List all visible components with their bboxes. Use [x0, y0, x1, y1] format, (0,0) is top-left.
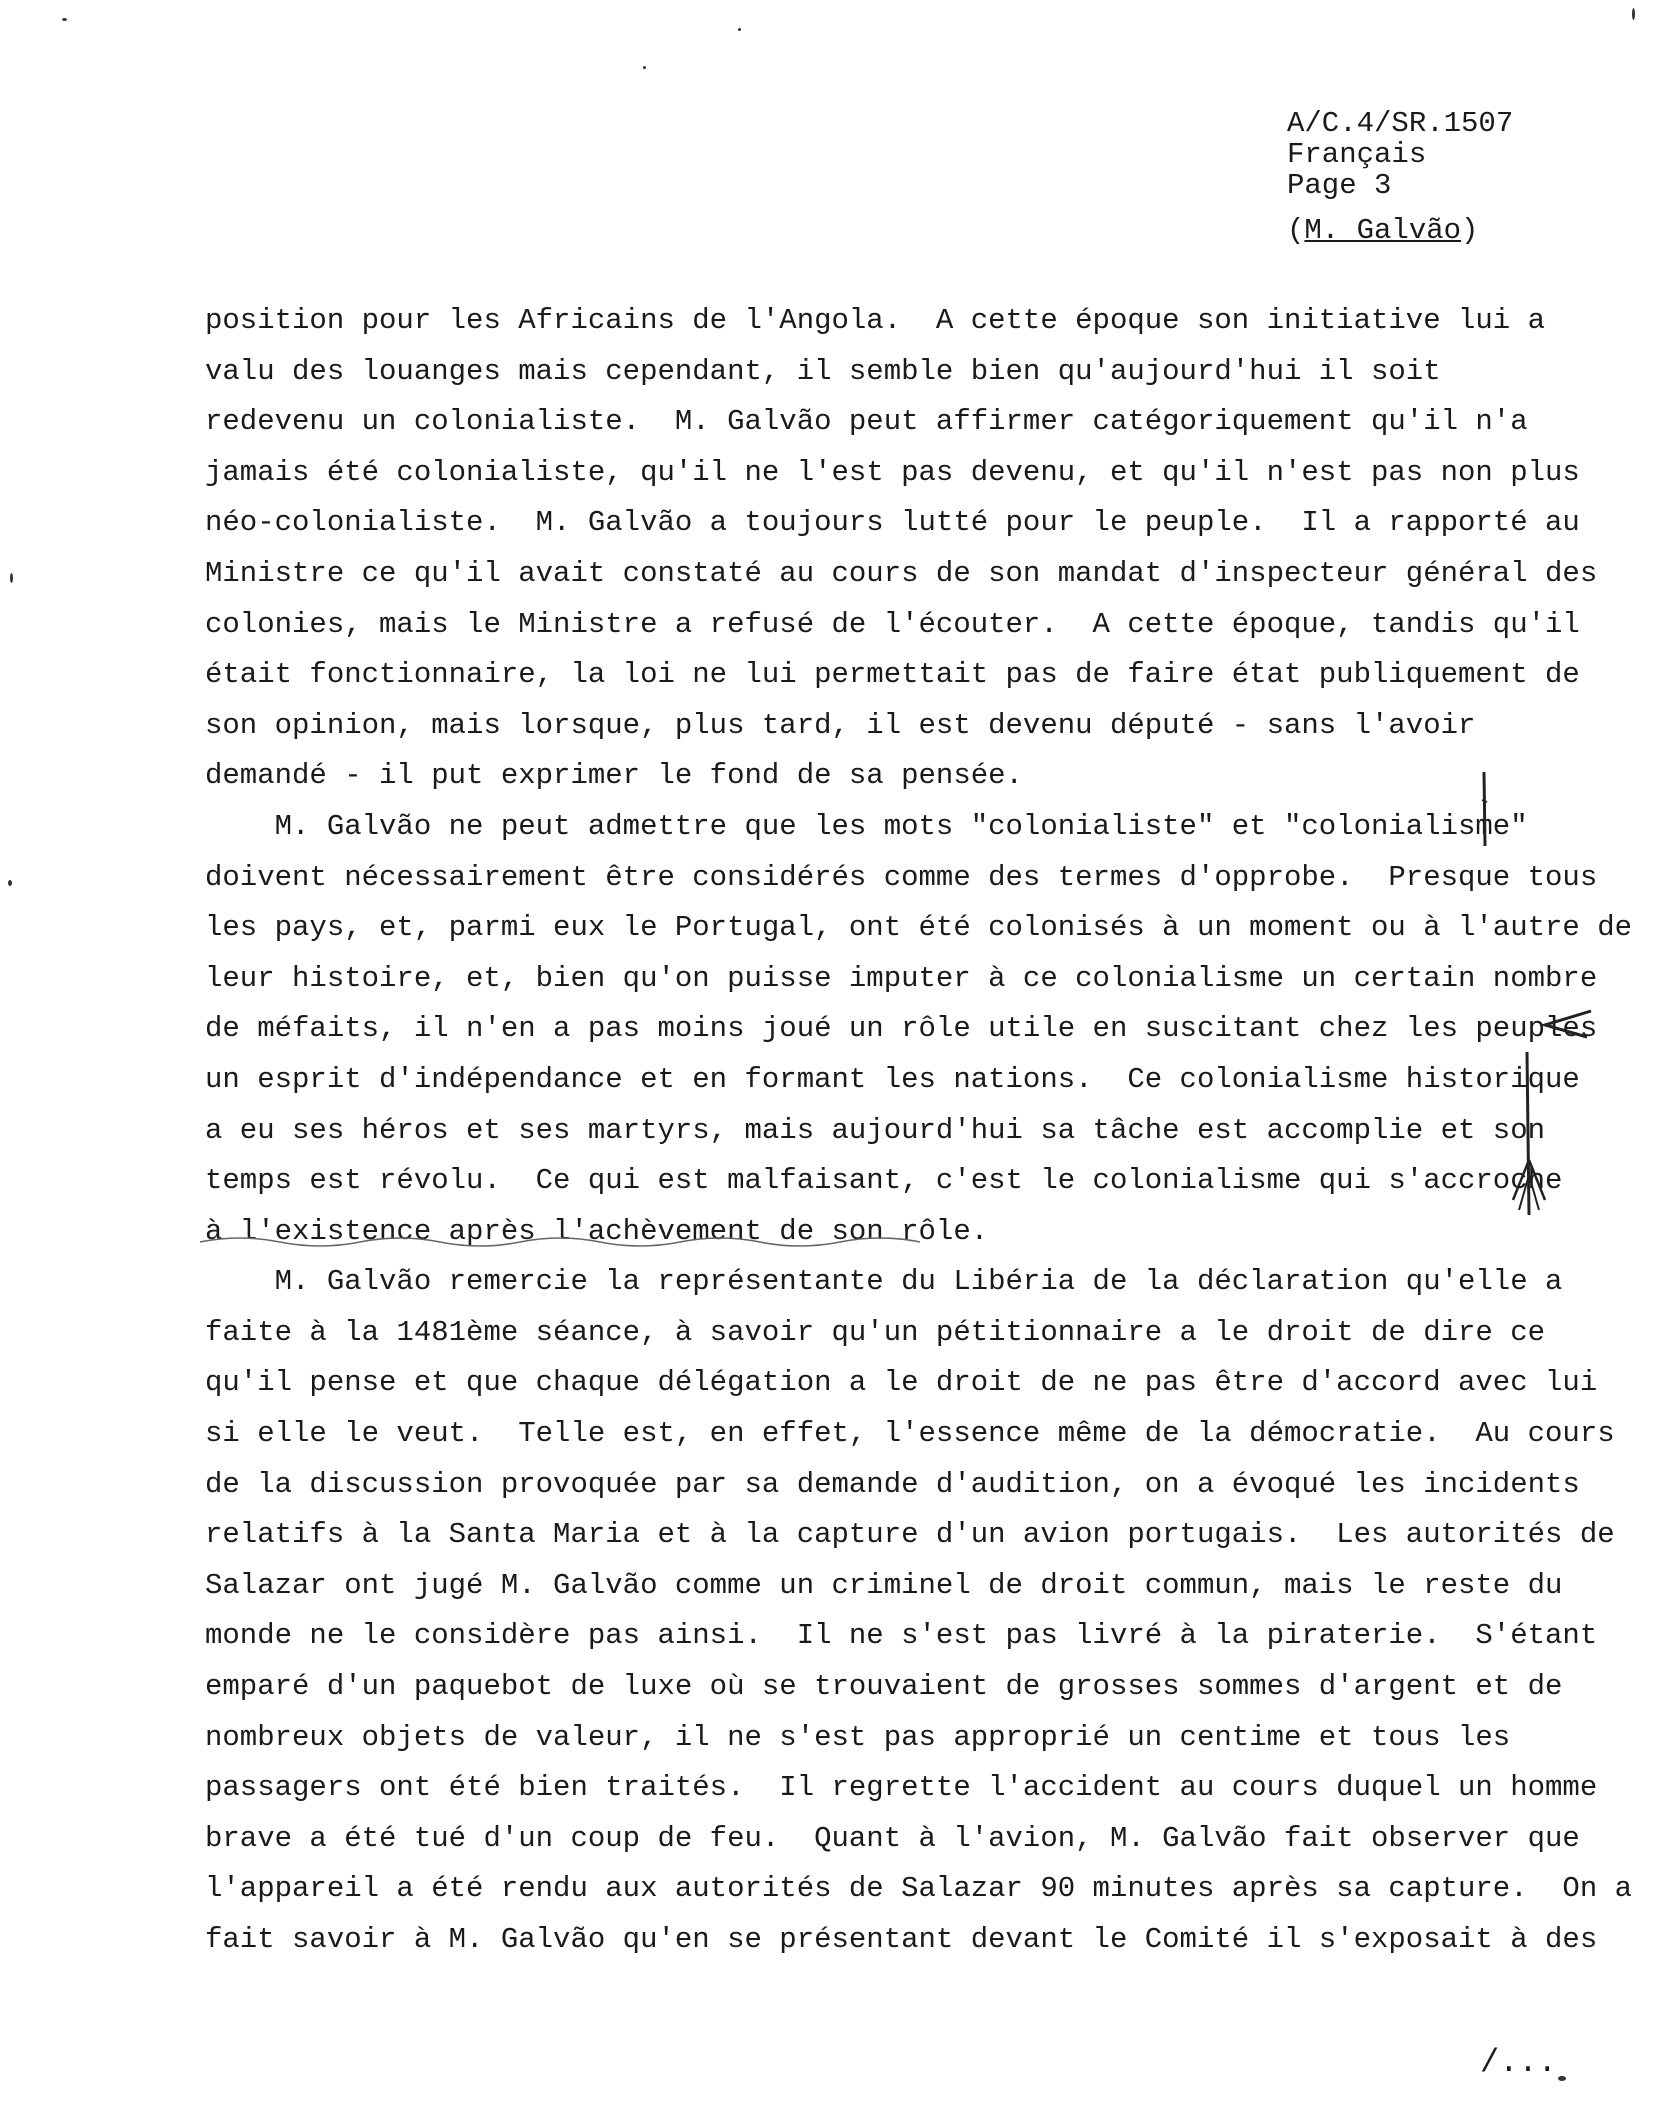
- text-line: de méfaits, il n'en a pas moins joué un rôle utile en suscitant chez les peuples: [205, 1012, 1598, 1046]
- text-line: a eu ses héros et ses martyrs, mais aujourd'hui sa tâche est accomplie et son: [205, 1113, 1546, 1147]
- text-line: jamais été colonialiste, qu'il ne l'est pas devenu, et qu'il n'est pas non plus: [205, 455, 1580, 489]
- document-body: [205, 296, 1633, 1966]
- text-line: leur histoire, et, bien qu'on puisse imputer à ce colonialisme un certain nombre: [205, 961, 1598, 995]
- text-line: demandé - il put exprimer le fond de sa pensée.: [205, 759, 1023, 793]
- speaker-close-paren: ): [1461, 214, 1479, 247]
- text-line: l'appareil a été rendu aux autorités de Salazar 90 minutes après sa capture. On a: [205, 1872, 1633, 1906]
- text-line: si elle le veut. Telle est, en effet, l'essence même de la démocratie. Au cours: [205, 1417, 1615, 1451]
- text-line: monde ne le considère pas ainsi. Il ne s'est pas livré à la piraterie. S'étant: [205, 1619, 1598, 1653]
- text-line: position pour les Africains de l'Angola. A cette époque son initiative lui a: [205, 304, 1546, 337]
- text-line: M. Galvão ne peut admettre que les mots "colonialiste" et "colonialisme": [205, 809, 1528, 843]
- speaker-label: [1287, 215, 1513, 246]
- text-line: de la discussion provoquée par sa demande d'audition, on a évoqué les incidents: [205, 1467, 1580, 1501]
- page-number: Page 3: [1287, 169, 1392, 202]
- continuation-mark: /...: [1480, 2044, 1557, 2081]
- text-line: faite à la 1481ème séance, à savoir qu'un pétitionnaire a le droit de dire ce: [205, 1315, 1546, 1349]
- text-line: un esprit d'indépendance et en formant les nations. Ce colonialisme historique: [205, 1062, 1580, 1096]
- text-line: temps est révolu. Ce qui est malfaisant, c'est le colonialisme qui s'accroche: [205, 1164, 1563, 1198]
- text-line: nombreux objets de valeur, il ne s'est pas approprié un centime et tous les: [205, 1720, 1511, 1754]
- text-line: relatifs à la Santa Maria et à la capture d'un avion portugais. Les autorités de: [205, 1518, 1615, 1552]
- margin-bar-mark: [1470, 770, 1500, 850]
- document-symbol: A/C.4/SR.1507: [1287, 107, 1514, 140]
- paragraph-1: [205, 296, 1598, 802]
- document-header: [1287, 108, 1513, 246]
- text-line: son opinion, mais lorsque, plus tard, il est devenu député - sans l'avoir: [205, 708, 1476, 742]
- text-line: colonies, mais le Ministre a refusé de l'écouter. A cette époque, tandis qu'il: [205, 607, 1580, 641]
- text-line: qu'il pense et que chaque délégation a le droit de ne pas être d'accord avec lui: [205, 1366, 1598, 1400]
- scan-speck: [8, 880, 12, 886]
- document-language: Français: [1287, 138, 1427, 171]
- text-line: brave a été tué d'un coup de feu. Quant à l'avion, M. Galvão fait observer que: [205, 1821, 1580, 1855]
- text-line: était fonctionnaire, la loi ne lui permettait pas de faire état publiquement de: [205, 658, 1580, 692]
- scan-speck: [738, 28, 741, 31]
- underline-scribble-mark: [200, 1232, 960, 1252]
- text-line: redevenu un colonialiste. M. Galvão peut affirmer catégoriquement qu'il n'a: [205, 405, 1528, 439]
- margin-arrow-mark: [1505, 1050, 1565, 1220]
- text-line: emparé d'un paquebot de luxe où se trouvaient de grosses sommes d'argent et de: [205, 1670, 1563, 1704]
- text-line: Ministre ce qu'il avait constaté au cours de son mandat d'inspecteur général des: [205, 556, 1598, 590]
- paragraph-2: [205, 802, 1633, 1257]
- text-line: à l'existence après l'achèvement de son rôle.: [205, 1214, 989, 1248]
- text-line: doivent nécessairement être considérés comme des termes d'opprobe. Presque tous: [205, 860, 1598, 894]
- text-line: valu des louanges mais cependant, il semble bien qu'aujourd'hui il soit: [205, 354, 1441, 388]
- text-line: fait savoir à M. Galvão qu'en se présentant devant le Comité il s'exposait à des: [205, 1923, 1598, 1956]
- text-line: passagers ont été bien traités. Il regrette l'accident au cours duquel un homme: [205, 1771, 1598, 1805]
- speaker-name: M. Galvão: [1304, 214, 1462, 247]
- arrow-pointer-mark: [1535, 1005, 1595, 1045]
- scan-speck: [1558, 2076, 1566, 2081]
- speaker-open-paren: (: [1287, 214, 1305, 247]
- text-line: Salazar ont jugé M. Galvão comme un criminel de droit commun, mais le reste du: [205, 1568, 1563, 1602]
- scan-speck: [10, 573, 13, 583]
- text-line: les pays, et, parmi eux le Portugal, ont été colonisés à un moment ou à l'autre de: [205, 911, 1633, 945]
- scan-speck: [62, 18, 67, 21]
- scan-speck: [643, 66, 646, 69]
- scan-speck: [1632, 8, 1635, 20]
- text-line: M. Galvão remercie la représentante du Libéria de la déclaration qu'elle a: [205, 1265, 1563, 1299]
- paragraph-3: [205, 1257, 1633, 1965]
- text-line: néo-colonialiste. M. Galvão a toujours lutté pour le peuple. Il a rapporté au: [205, 506, 1580, 540]
